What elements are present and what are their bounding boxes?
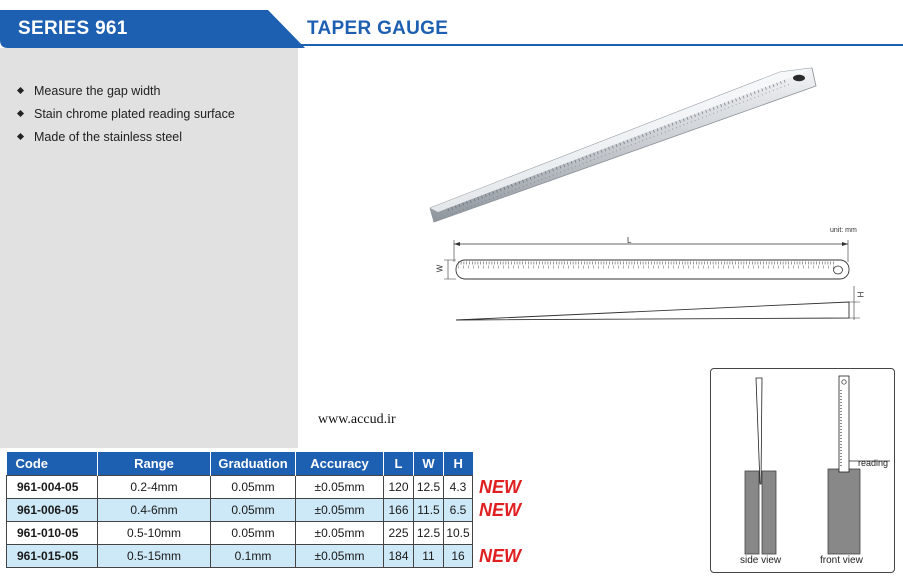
- dimension-l-label: L: [627, 236, 632, 245]
- cell-accuracy: ±0.05mm: [296, 476, 384, 499]
- cell-range: 0.4-6mm: [98, 499, 211, 522]
- cell-graduation: 0.1mm: [211, 545, 296, 568]
- cell-code: 961-010-05: [7, 522, 98, 545]
- cell-code: 961-006-05: [7, 499, 98, 522]
- feature-item: Measure the gap width: [18, 80, 235, 103]
- page-title: TAPER GAUGE: [307, 18, 449, 39]
- diamond-bullet-icon: [17, 110, 24, 117]
- series-label: SERIES 961: [18, 18, 128, 39]
- cell-l: 120: [384, 476, 414, 499]
- feature-item: Made of the stainless steel: [18, 126, 235, 149]
- cell-range: 0.5-10mm: [98, 522, 211, 545]
- cell-l: 166: [384, 499, 414, 522]
- cell-accuracy: ±0.05mm: [296, 522, 384, 545]
- table-row: [7, 522, 533, 545]
- cell-graduation: 0.05mm: [211, 499, 296, 522]
- taper-gauge-photo: [428, 66, 818, 226]
- column-header-range: Range: [98, 452, 211, 476]
- column-header-accuracy: Accuracy: [296, 452, 384, 476]
- new-badge: NEW: [473, 476, 533, 499]
- column-header-graduation: Graduation: [211, 452, 296, 476]
- diamond-bullet-icon: [17, 87, 24, 94]
- cell-h: 4.3: [444, 476, 473, 499]
- cell-w: 12.5: [414, 476, 444, 499]
- spec-table: [6, 452, 533, 568]
- header-divider: [300, 44, 903, 46]
- new-badge: NEW: [473, 499, 533, 522]
- column-header-spacer: [473, 452, 533, 476]
- column-header-l: L: [384, 452, 414, 476]
- diamond-bullet-icon: [17, 133, 24, 140]
- new-badge: [473, 522, 533, 545]
- dimension-w-label: W: [435, 264, 445, 273]
- reading-label: reading: [858, 458, 889, 468]
- dimension-h-label: H: [856, 291, 866, 298]
- table-row: [7, 476, 533, 499]
- cell-range: 0.5-15mm: [98, 545, 211, 568]
- hang-hole-icon: [793, 75, 805, 81]
- cell-graduation: 0.05mm: [211, 476, 296, 499]
- feature-list: [18, 80, 235, 149]
- cell-code: 961-004-05: [7, 476, 98, 499]
- cell-h: 6.5: [444, 499, 473, 522]
- column-header-h: H: [444, 452, 473, 476]
- column-header-w: W: [414, 452, 444, 476]
- side-view-label: side view: [740, 555, 782, 566]
- cell-w: 11.5: [414, 499, 444, 522]
- cell-h: 16: [444, 545, 473, 568]
- cell-w: 12.5: [414, 522, 444, 545]
- cell-h: 10.5: [444, 522, 473, 545]
- cell-l: 225: [384, 522, 414, 545]
- table-row: [7, 545, 533, 568]
- cell-code: 961-015-05: [7, 545, 98, 568]
- cell-range: 0.2-4mm: [98, 476, 211, 499]
- technical-drawing: [440, 226, 865, 326]
- cell-accuracy: ±0.05mm: [296, 499, 384, 522]
- new-badge: NEW: [473, 545, 533, 568]
- table-row: [7, 499, 533, 522]
- cell-accuracy: ±0.05mm: [296, 545, 384, 568]
- feature-item: Stain chrome plated reading surface: [18, 103, 235, 126]
- unit-note: unit: mm: [830, 227, 857, 234]
- cell-graduation: 0.05mm: [211, 522, 296, 545]
- table-header-row: [7, 452, 533, 476]
- cell-l: 184: [384, 545, 414, 568]
- cell-w: 11: [414, 545, 444, 568]
- front-view-label: front view: [820, 555, 863, 566]
- website-watermark: www.accud.ir: [318, 412, 396, 427]
- column-header-code: Code: [7, 452, 98, 476]
